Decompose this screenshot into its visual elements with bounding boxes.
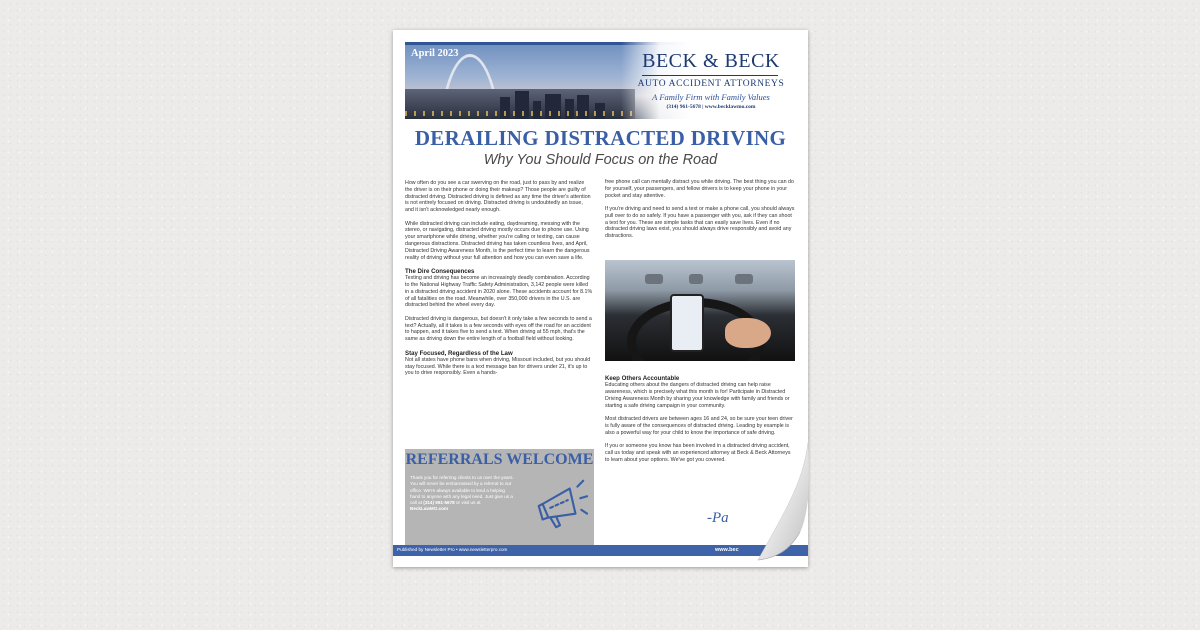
paragraph: Not all states have phone bans when driving, Missouri included, but you should stay focused. While there is a text message ban for drivers under 21, it's up to you to drive responsibly. Even a hands- bbox=[405, 356, 591, 377]
driver-phone-photo bbox=[605, 260, 795, 361]
article-subheadline: Why You Should Focus on the Road bbox=[483, 152, 718, 168]
car-shape bbox=[645, 274, 663, 284]
section-heading: Stay Focused, Regardless of the Law bbox=[405, 349, 513, 357]
firm-tagline: A Family Firm with Family Values bbox=[652, 92, 770, 102]
car-shape bbox=[689, 274, 703, 284]
paragraph: Distracted driving is dangerous, but doesn't it only take a few seconds to send a text? Actually, all it takes is a few seconds with eyes off the road for an accident to happen, and it takes five to send a text. When driving at 55 mph, that's the same as driving down the entire length of a football field without looking. bbox=[405, 315, 592, 343]
referrals-or-text: or visit us at bbox=[456, 500, 481, 506]
brand-logo bbox=[621, 42, 796, 119]
footer-publisher: Published by Newsletter Pro • www.newsletterpro.com bbox=[397, 547, 508, 552]
newsletter-page bbox=[393, 30, 808, 567]
referrals-phone: (314) 961-5678 bbox=[423, 500, 455, 506]
paragraph: Most distracted drivers are between ages 16 and 24, so be sure your teen driver is fully aware of the consequences of distracted driving. Leading by example is also a powerful way for your child to know the importance of safe driving. bbox=[605, 415, 793, 436]
issue-date: April 2023 bbox=[411, 48, 459, 59]
firm-name: BECK & BECK bbox=[642, 50, 780, 72]
paragraph: free phone call can mentally distract you while driving. The best thing you can do for yourself, your passengers, and fellow drivers is to keep your phone in your pocket and stay attentive. bbox=[605, 179, 794, 199]
firm-contact: (314) 961-5678 | www.becklawmo.com bbox=[666, 104, 756, 110]
section-heading: The Dire Consequences bbox=[405, 267, 475, 275]
smartphone bbox=[670, 294, 704, 352]
city-lights bbox=[405, 111, 635, 116]
paragraph: While distracted driving can include eating, daydreaming, messing with the stereo, or navigating, distracted driving mostly occurs due to phone use. Using your smartphone while driving, whether you're calling or texting, can cause dangerous distractions. Distracted driving has taken countless lives, and April, Distracted Driving Awareness Month, is the perfect time to learn the dangerous reality of driving without your full attention and how you can even save a life. bbox=[405, 220, 590, 261]
footer-bar bbox=[393, 545, 808, 556]
referrals-text: Thank you for referring clients to us over the years. You will never be embarrassed by a referral to our office. We're always available to lend a helping hand to anyone with any legal need. Just give us a call at bbox=[410, 475, 514, 506]
article-column-left bbox=[405, 180, 593, 384]
footer-website: www.bec bbox=[715, 546, 739, 553]
article-headline: DERAILING DISTRACTED DRIVING bbox=[414, 126, 787, 150]
car-shape bbox=[735, 274, 753, 284]
driver-hand bbox=[725, 318, 771, 348]
paragraph: How often do you see a car swerving on the road, just to pass by and realize the driver is on their phone or doing their makeup? Those people are guilty of distracted driving. Distracted driving is defined as any time the driver's attention is not entirely focused on driving. Distracted driving is undoubtedly an issue, and it isn't acknowledged nearly enough. bbox=[405, 180, 591, 214]
brand-divider bbox=[642, 75, 778, 76]
paragraph: Educating others about the dangers of distracted driving can help raise awareness, which is precisely what this month is for! Participate in Distracted Driving Awareness Month by sharing your knowledge with family and friends or starting a safe driving campaign in your community. bbox=[605, 382, 790, 409]
paragraph: If you're driving and need to send a text or make a phone call, you should always pull over to do so safely. If you have a passenger with you, ask if they can shoot a text for you. These are simple tasks that can easily save lives. Even if no distracted driving laws exist, you should always drive responsibly and avoid any distractions. bbox=[605, 205, 795, 240]
firm-subtitle: AUTO ACCIDENT ATTORNEYS bbox=[637, 79, 785, 89]
page-curl bbox=[756, 440, 812, 570]
section-heading: Keep Others Accountable bbox=[605, 375, 680, 382]
referrals-title: REFERRALS WELCOME bbox=[405, 451, 594, 468]
paragraph: If you or someone you know has been involved in a distracted driving accident, call us today and speak with an experienced attorney at Beck & Beck Attorneys to learn about your options. We've got you covered. bbox=[605, 442, 791, 463]
masthead-banner bbox=[405, 42, 796, 119]
referrals-box bbox=[405, 449, 594, 545]
article-column-right bbox=[605, 179, 795, 247]
paragraph: Texting and driving has become an increasingly deadly combination. According to the National Highway Traffic Safety Administration, 3,142 people were killed in a distracted driving accident in 2020 alone. These accidents account for 8.1% of all fatalities on the road. Meanwhile, over 350,000 drivers in the U.S. are distracted behind the wheel every day. bbox=[405, 275, 593, 309]
referrals-body bbox=[410, 475, 515, 513]
megaphone-icon bbox=[531, 475, 589, 533]
author-signature: -Pa bbox=[707, 510, 729, 526]
referrals-website: BeckLawMO.com bbox=[410, 506, 449, 512]
